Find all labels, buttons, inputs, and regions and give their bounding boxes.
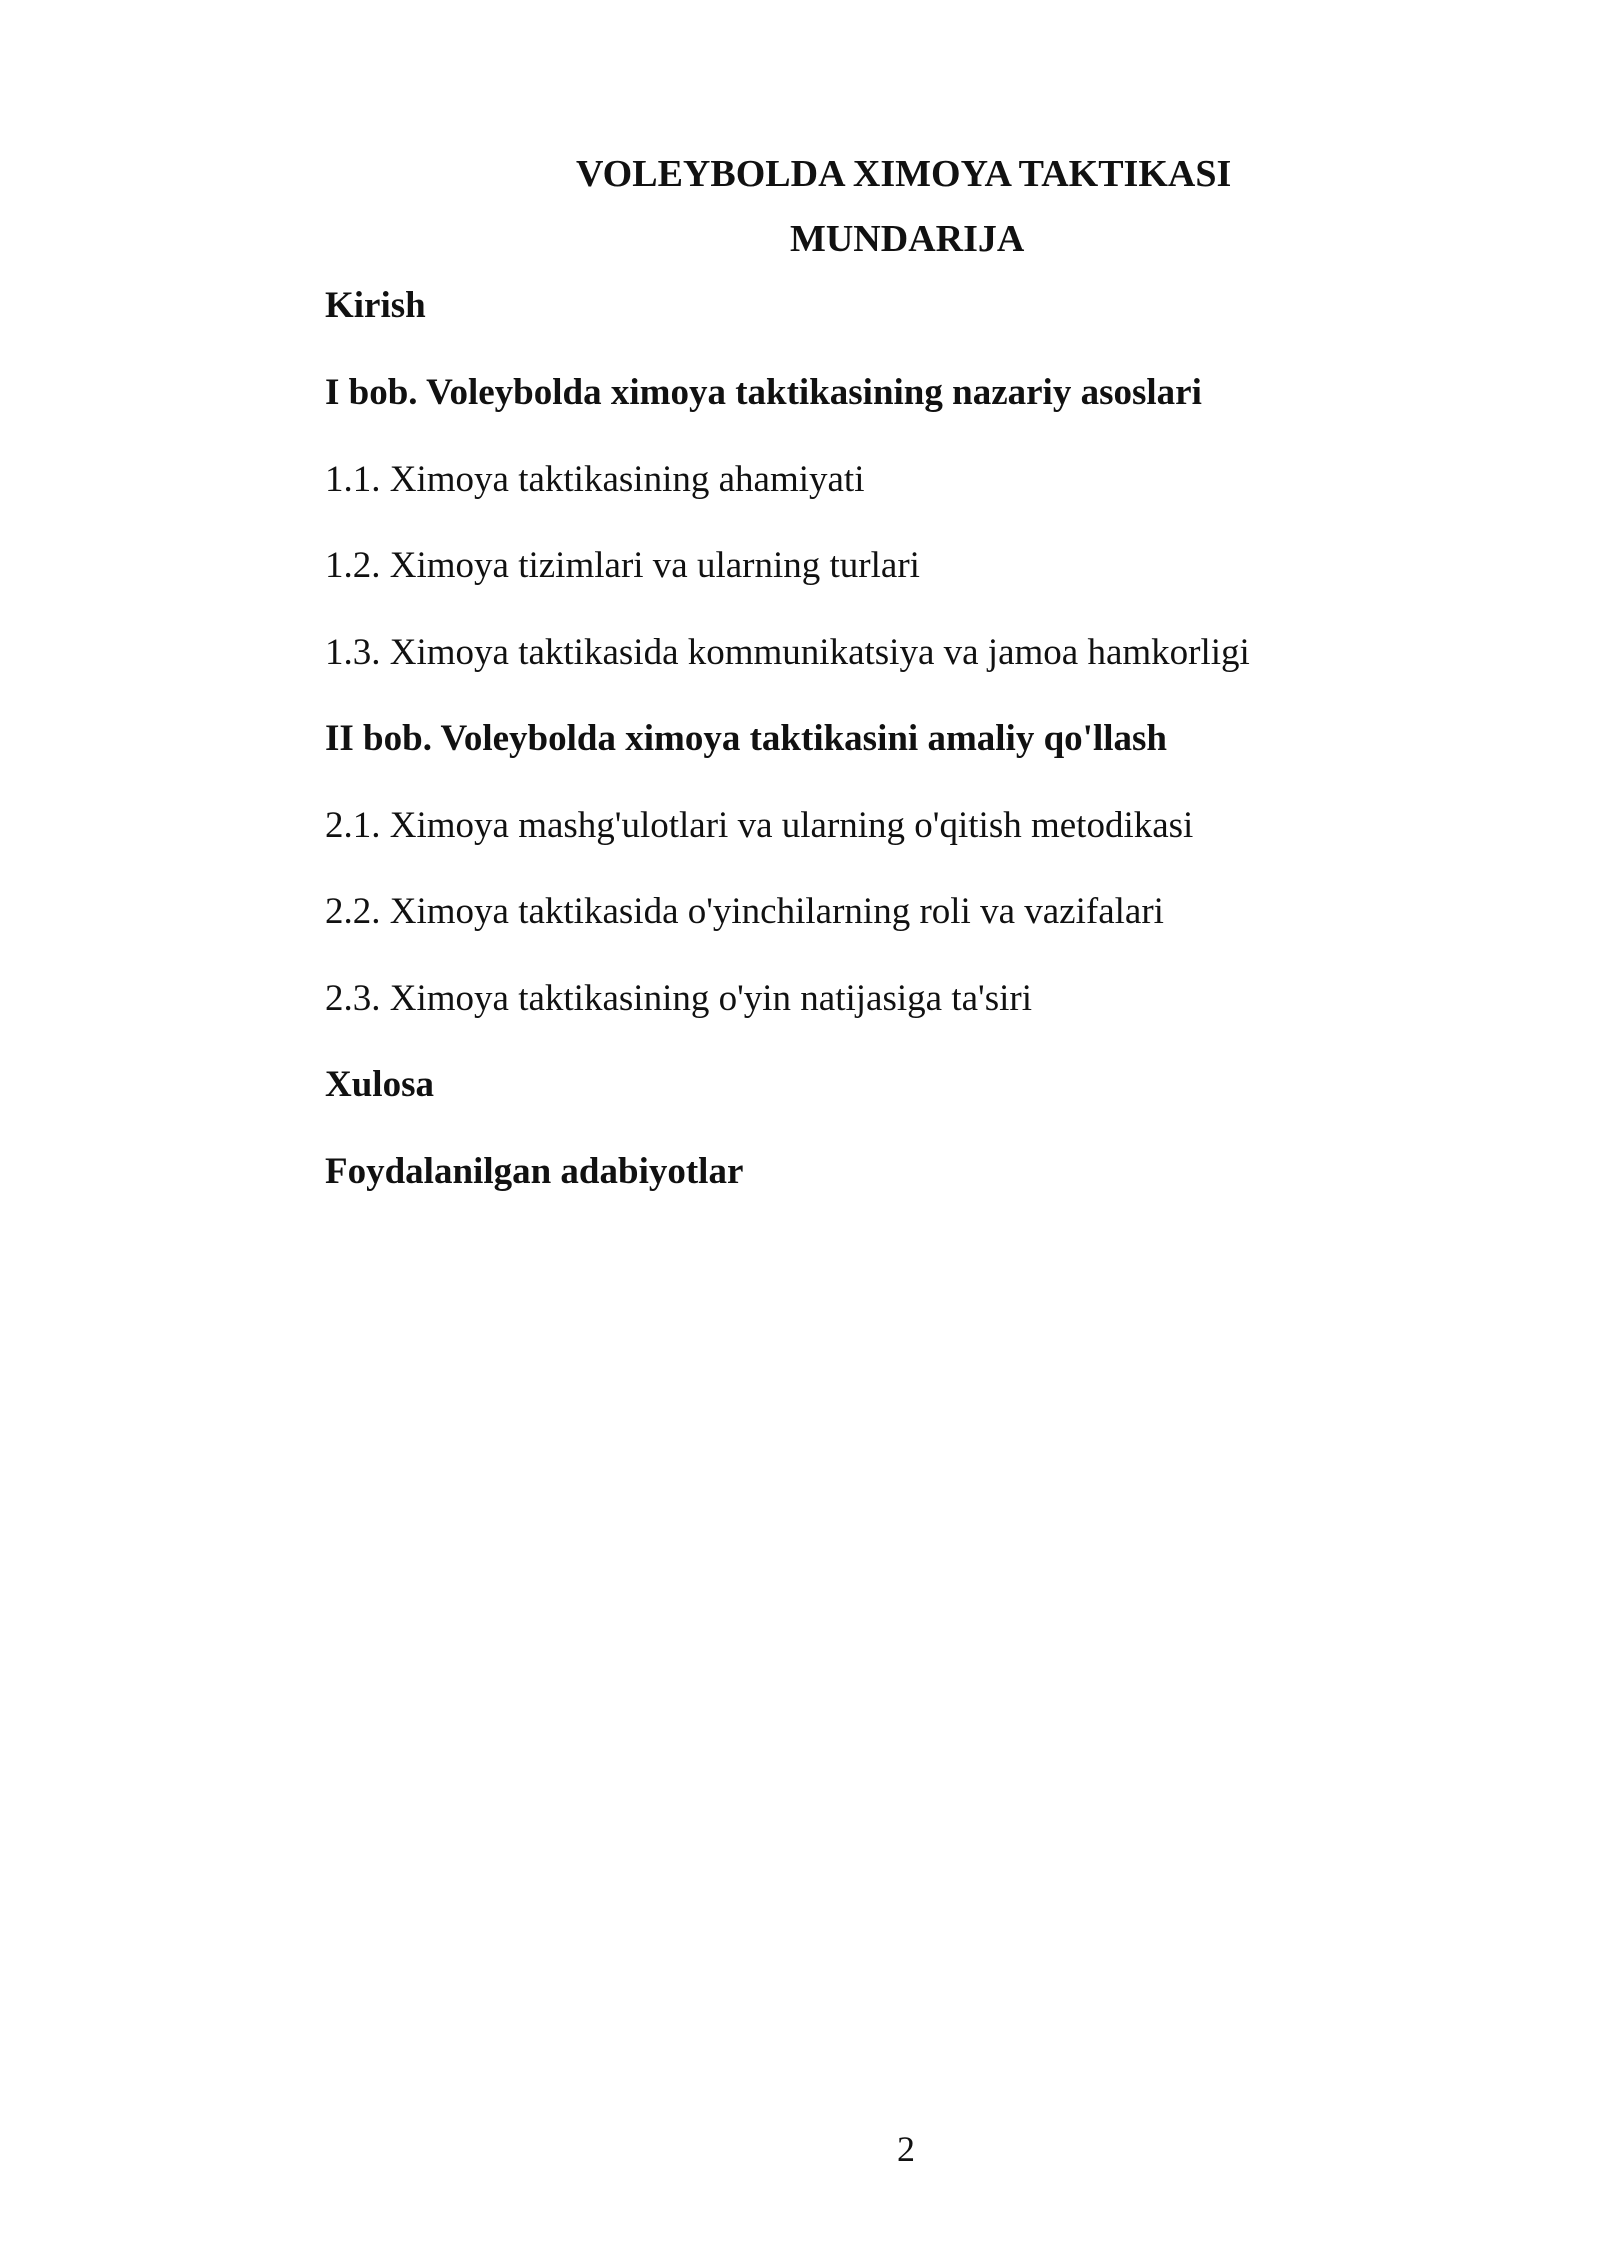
toc-entry-section-1-1: 1.1. Ximoya taktikasining ahamiyati	[325, 458, 865, 500]
toc-entry-section-2-1: 2.1. Ximoya mashg'ulotlari va ularning o'qitish metodikasi	[325, 804, 1194, 846]
table-of-contents	[325, 283, 1325, 1235]
toc-entry-section-2-2: 2.2. Ximoya taktikasida o'yinchilarning roli va vazifalari	[325, 891, 1164, 932]
toc-entry-chapter-2: II bob. Voleybolda ximoya taktikasini amaliy qo'llash	[325, 718, 1167, 759]
toc-entry-references: Foydalanilgan adabiyotlar	[325, 1150, 744, 1192]
toc-entry-xulosa: Xulosa	[325, 1064, 434, 1105]
document-title: VOLEYBOLDA XIMOYA TAKTIKASI	[576, 153, 1232, 195]
toc-entry-section-1-3: 1.3. Ximoya taktikasida kommunikatsiya va jamoa hamkorligi	[325, 631, 1250, 673]
toc-heading: MUNDARIJA	[790, 218, 1025, 260]
toc-entry-chapter-1: I bob. Voleybolda ximoya taktikasining nazariy asoslari	[325, 372, 1202, 413]
toc-entry-kirish: Kirish	[325, 285, 426, 326]
toc-entry-section-1-2: 1.2. Ximoya tizimlari va ularning turlari	[325, 545, 920, 586]
page-number: 2	[897, 2129, 915, 2169]
toc-entry-section-2-3: 2.3. Ximoya taktikasining o'yin natijasiga ta'siri	[325, 977, 1032, 1019]
